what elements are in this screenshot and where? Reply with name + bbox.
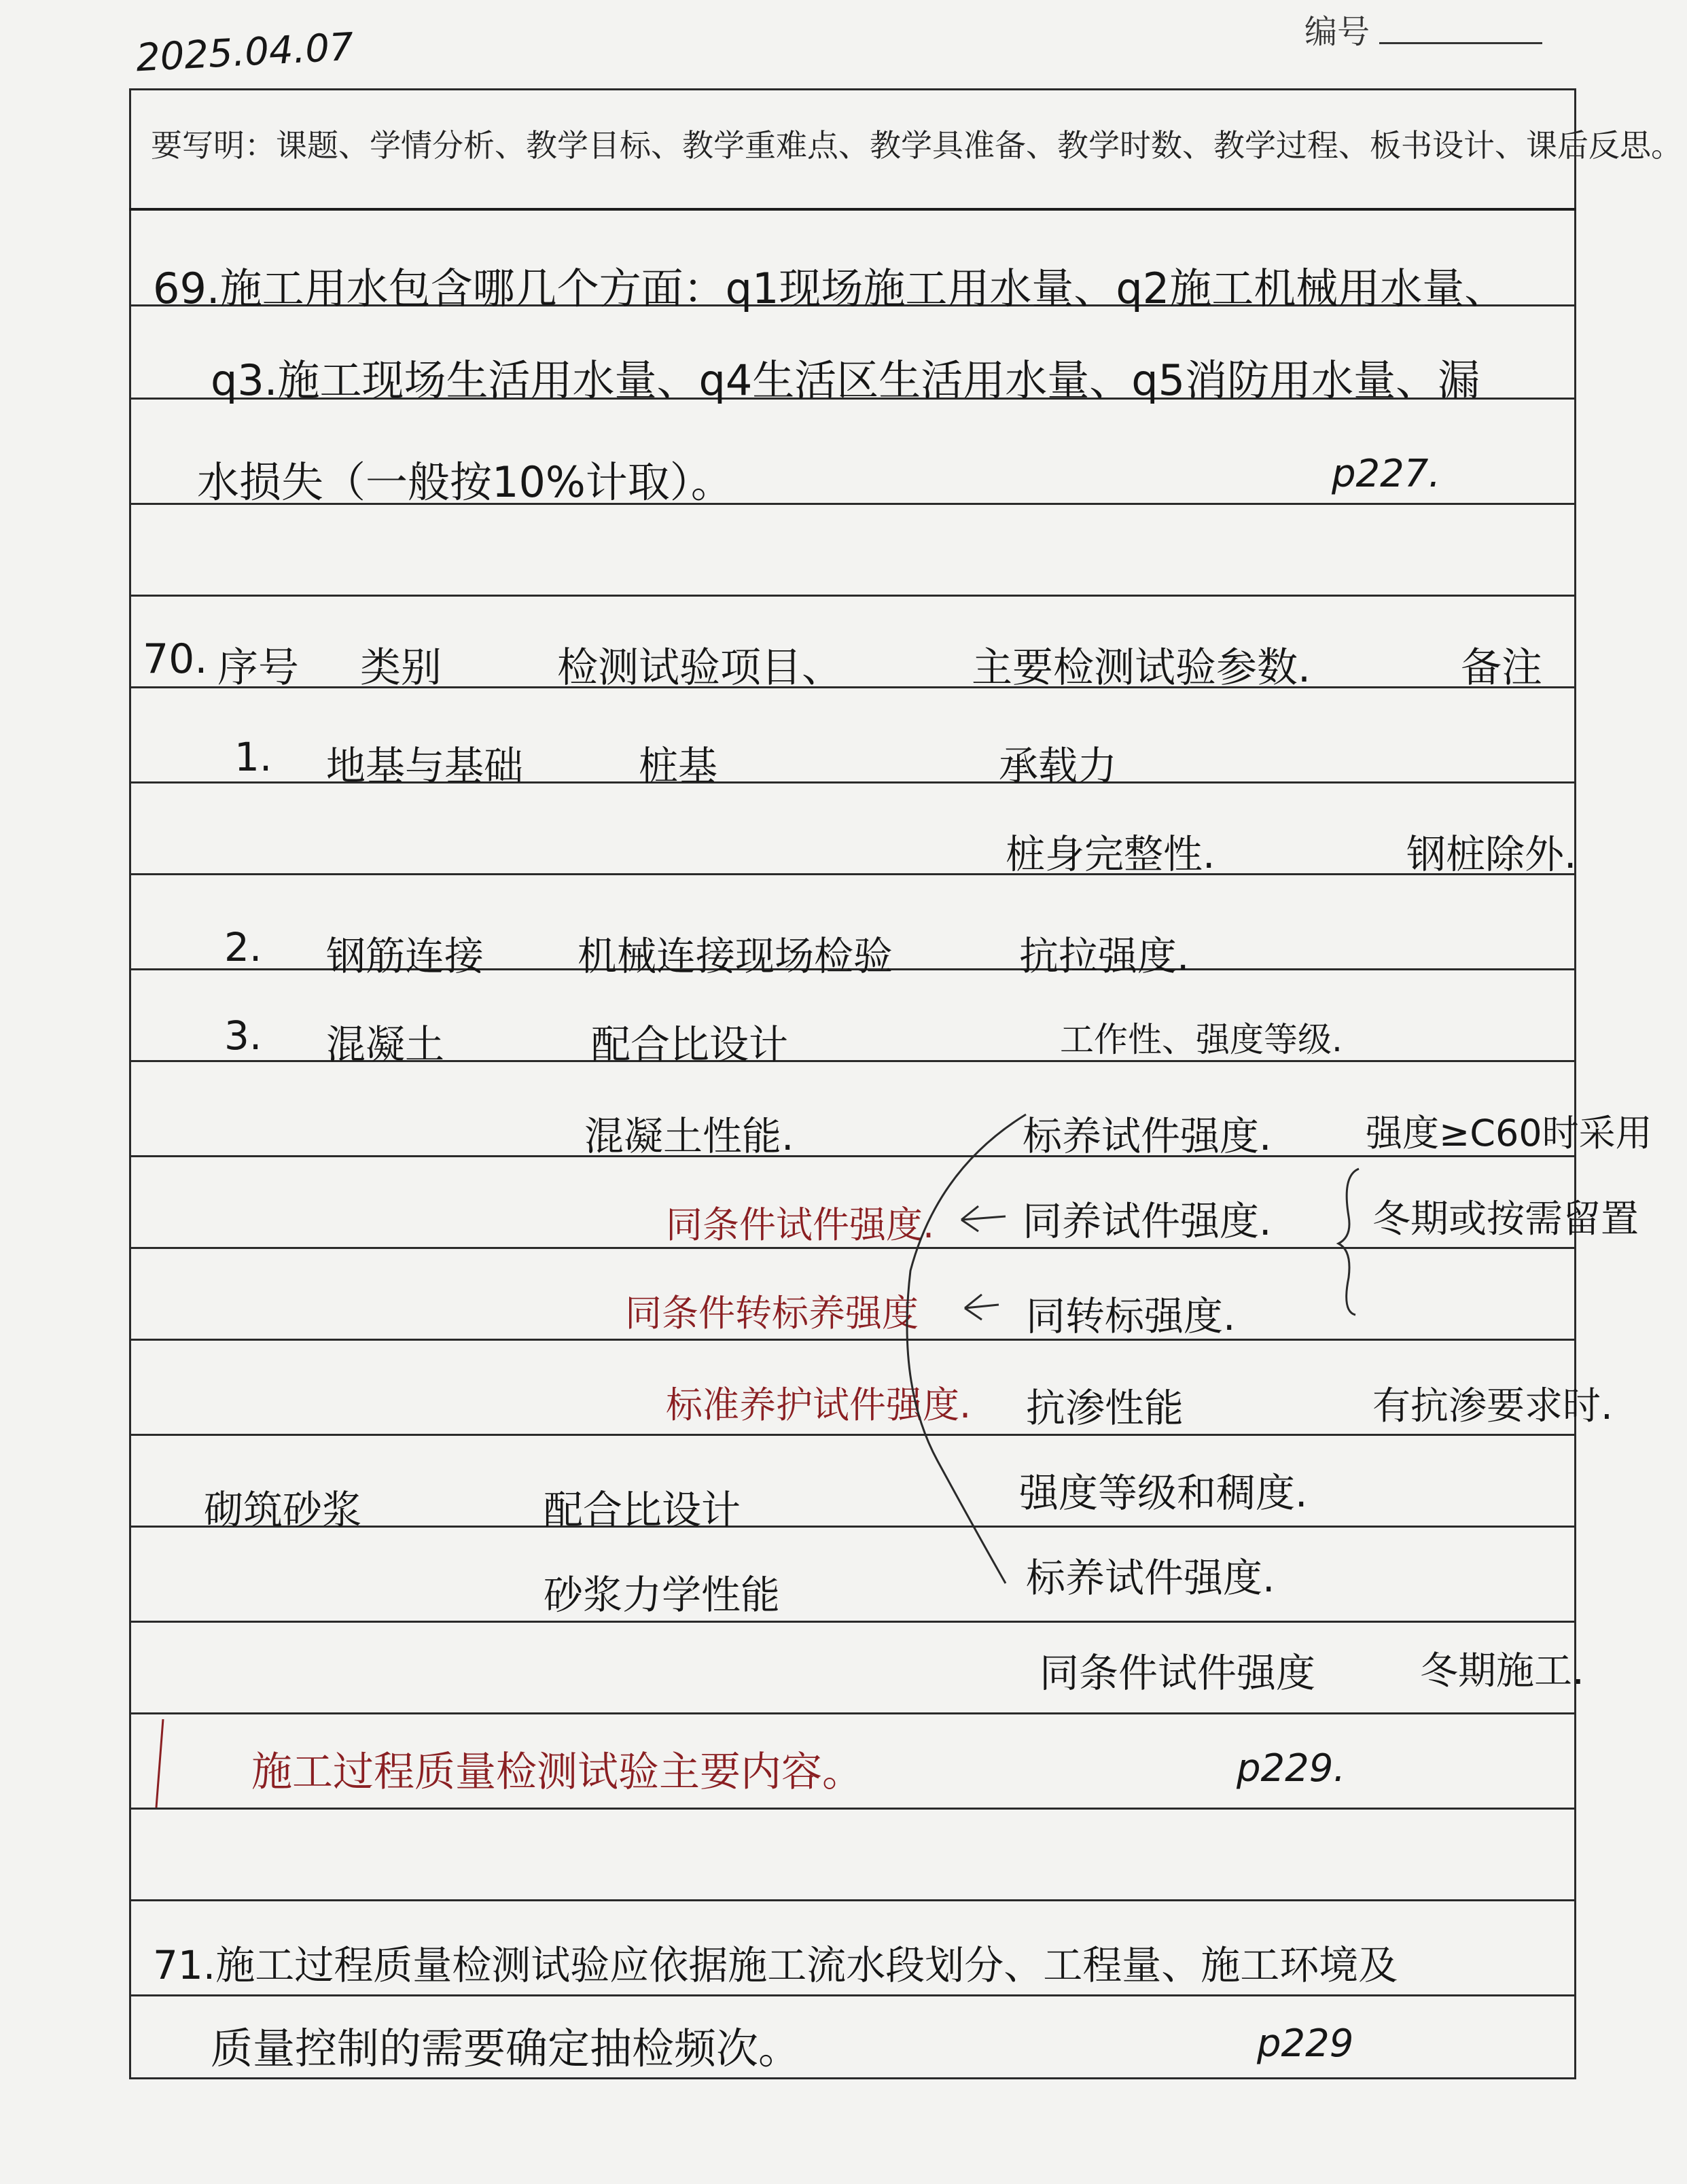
row-11-param: 同条件试件强度 (1040, 1650, 1316, 1696)
q69-line-2: q3.施工现场生活用水量、q4生活区生活用水量、q5消防用水量、漏 (211, 355, 1480, 405)
row-1-seq: 1. (234, 734, 272, 780)
row-6-note: 冬期或按需留置 (1372, 1197, 1639, 1241)
row-1-category: 地基与基础 (326, 743, 524, 789)
row-7-param: 同转标强度. (1026, 1293, 1236, 1339)
row-5-param: 标养试件强度. (1023, 1113, 1272, 1159)
row-5-note: 强度≥C60时采用 (1366, 1112, 1652, 1155)
col-header-seq: 序号 (217, 644, 299, 692)
q70-number: 70. (143, 635, 208, 683)
row-3-item: 机械连接现场检验 (578, 933, 893, 979)
q71-line-1: 71.施工过程质量检测试验应依据施工流水段划分、工程量、施工环境及 (153, 1942, 1398, 1988)
row-8-param: 抗渗性能 (1026, 1385, 1184, 1431)
q71-page-ref: p229 (1257, 2022, 1354, 2066)
row-11-note: 冬期施工. (1420, 1649, 1584, 1693)
row-9-param: 强度等级和稠度. (1019, 1470, 1308, 1516)
row-1-param: 承载力 (999, 743, 1118, 789)
requirements-text: 要写明：课题、学情分析、教学目标、教学重难点、教学具准备、教学时数、教学过程、板书设计、课后反思。 (151, 127, 1682, 164)
col-header-item: 检测试验项目、 (557, 644, 842, 692)
row-9-category: 砌筑砂浆 (204, 1487, 362, 1533)
q70-summary: 施工过程质量检测试验主要内容。 (251, 1748, 863, 1796)
date-text: 2025.04.07 (135, 24, 355, 81)
row-4-param: 工作性、强度等级. (1060, 1020, 1343, 1059)
row-6-param: 同养试件强度. (1023, 1198, 1272, 1244)
col-header-category: 类别 (360, 644, 442, 692)
row-4-seq: 3. (224, 1012, 262, 1059)
q69-page-ref: p227. (1332, 452, 1441, 496)
q69-line-3: 水损失（一般按10%计取）。 (197, 457, 733, 507)
arrow-left-icon (961, 1206, 1006, 1231)
row-4-item: 配合比设计 (591, 1021, 789, 1068)
q71-line-2: 质量控制的需要确定抽检频次。 (211, 2024, 801, 2073)
q70-page-ref: p229. (1237, 1746, 1346, 1791)
col-header-note: 备注 (1461, 644, 1542, 692)
row-3-category: 钢筋连接 (326, 933, 484, 979)
red-note-standard-cured: 标准养护试件强度. (666, 1384, 972, 1426)
row-10-param: 标养试件强度. (1026, 1555, 1275, 1601)
red-note-same-condition: 同条件试件强度. (666, 1203, 935, 1246)
connector-line (907, 1114, 1026, 1583)
col-header-params: 主要检测试验参数. (972, 644, 1311, 692)
row-4-category: 混凝土 (326, 1021, 445, 1068)
row-2-param: 桩身完整性. (1006, 831, 1215, 877)
row-9-item: 配合比设计 (544, 1487, 741, 1533)
row-3-seq: 2. (224, 924, 262, 970)
row-8-note: 有抗渗要求时. (1372, 1384, 1613, 1428)
q69-line-1: 69.施工用水包含哪几个方面：q1现场施工用水量、q2施工机械用水量、 (153, 264, 1507, 313)
brace-icon (1338, 1169, 1359, 1315)
row-3-param: 抗拉强度. (1019, 933, 1190, 979)
red-note-same-to-standard: 同条件转标养强度 (625, 1292, 919, 1335)
row-5-item: 混凝土性能. (584, 1113, 794, 1159)
serial-number-label: 编号 (1304, 13, 1370, 51)
row-10-item: 砂浆力学性能 (544, 1572, 781, 1618)
row-1-item: 桩基 (639, 743, 718, 789)
row-2-note: 钢桩除外. (1406, 831, 1577, 877)
arrow-left-icon (965, 1294, 999, 1320)
margin-mark (156, 1719, 163, 1808)
